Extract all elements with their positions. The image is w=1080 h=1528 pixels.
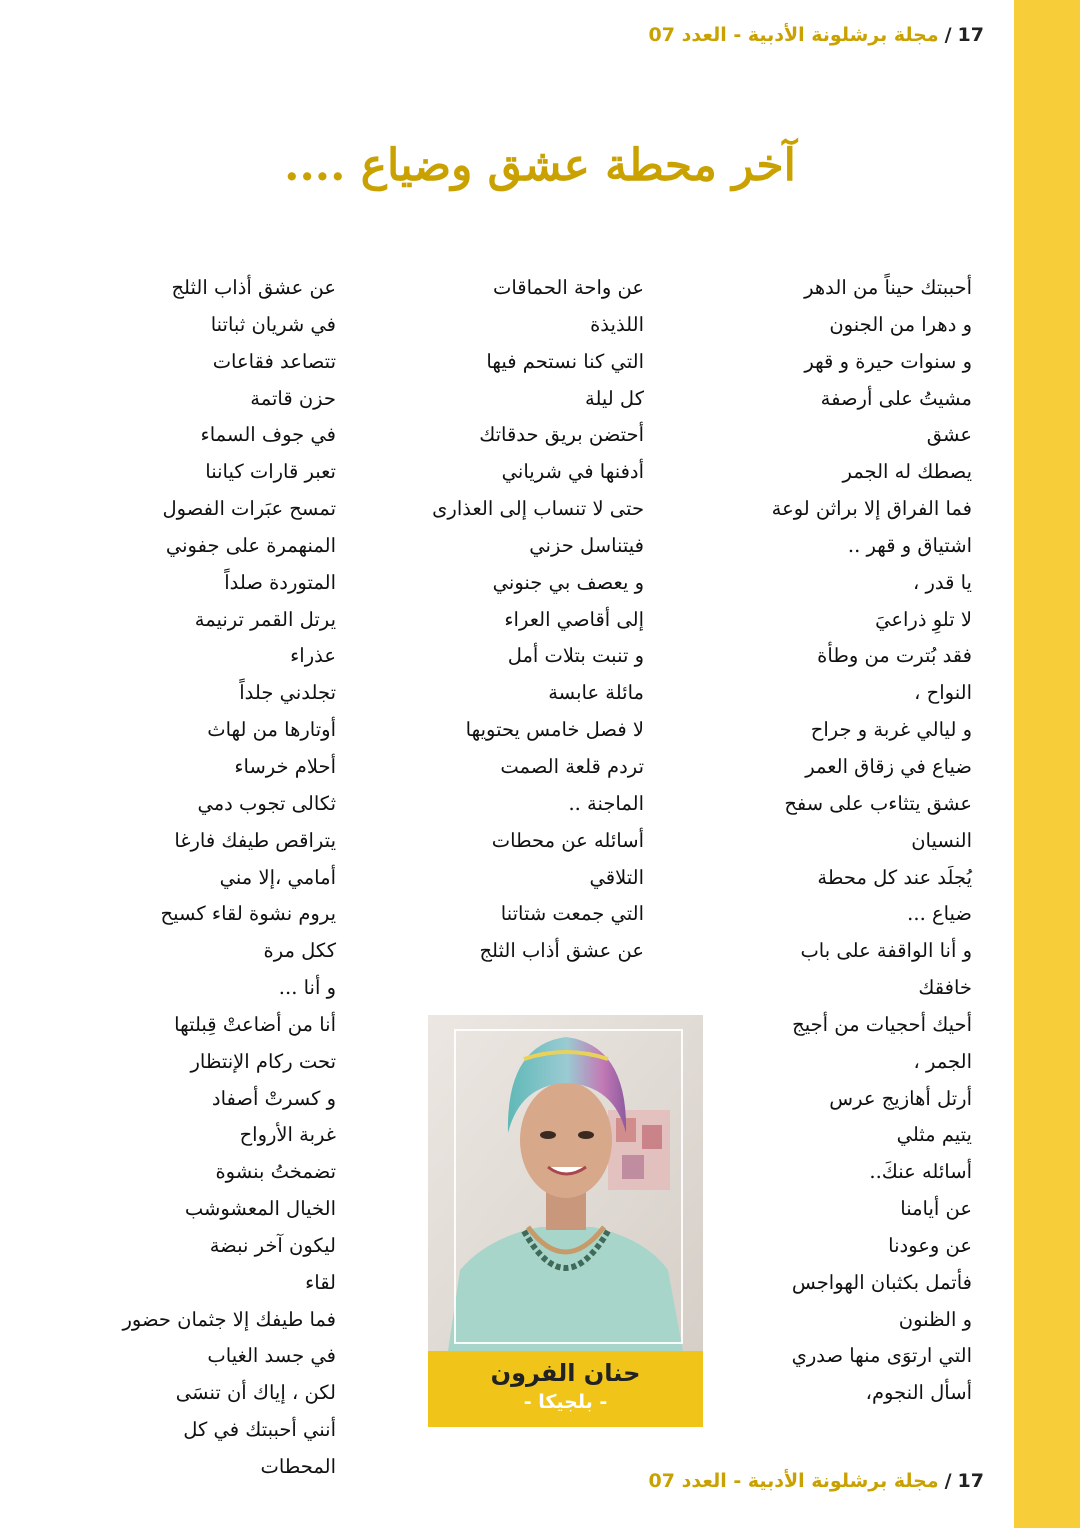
poem-line: و تنبت بتلات أمل <box>507 644 644 668</box>
poem-column-middle <box>420 270 644 970</box>
poem-line: و أنا ... <box>278 976 336 1000</box>
poem-line: الجمر ، <box>913 1049 972 1073</box>
poem-line: ضياع ... <box>907 902 972 926</box>
poem-line: المتوردة صلداً <box>224 570 336 594</box>
accent-sidebar <box>1014 0 1080 1528</box>
footer-separator: / <box>944 1470 952 1492</box>
poem-line: أحلام خرساء <box>234 754 336 778</box>
poem-line: ككل مرة <box>263 939 336 963</box>
poem-line: المنهمرة على جفوني <box>165 533 336 557</box>
poem-line: التي كنا نستحم فيها <box>486 349 644 373</box>
poem-line: و دهرا من الجنون <box>829 312 972 336</box>
poem-line: أنني أحببتك في كل <box>183 1418 336 1442</box>
author-country: - بلجيكا - <box>523 1391 608 1413</box>
poem-line: مشيتُ على أرصفة <box>820 386 972 410</box>
poem-line: في شريان ثباتنا <box>210 312 336 336</box>
poem-line: عن عشق أذاب الثلج <box>479 939 644 963</box>
poem-line: المحطات <box>260 1455 336 1478</box>
author-photo <box>428 1015 703 1351</box>
poem-line: يتيم مثلي <box>896 1123 972 1147</box>
poem-line: كل ليلة <box>585 386 644 410</box>
poem-line: تجلدني جلداً <box>239 681 336 705</box>
poem-line: أحببتك حيناً من الدهر <box>804 276 972 299</box>
poem-line: لكن ، إياك أن تنسَى <box>175 1381 336 1405</box>
poem-line: و الظنون <box>898 1307 972 1331</box>
poem-line: غربة الأرواح <box>239 1123 336 1147</box>
poem-line: فما طيفك إلا جثمان حضور <box>122 1307 336 1331</box>
poem-line: أدفنها في شرياني <box>501 460 644 484</box>
footer-page-number: 17 <box>957 1470 984 1492</box>
page-number: 17 <box>957 24 984 46</box>
header-separator: / <box>944 24 952 46</box>
poem-line: التي ارتوَى منها صدري <box>791 1344 972 1368</box>
poem-line: تمسح عبَرات الفصول <box>162 497 336 521</box>
poem-line: ثكالى تجوب دمي <box>197 791 336 815</box>
poem-line: حتى لا تنساب إلى العذارى <box>432 497 644 521</box>
poem-line: عشق يتثاءب على سفح <box>784 791 972 815</box>
poem-line: و ليالي غربة و جراح <box>810 718 972 742</box>
poem-line: عن وعودنا <box>888 1233 972 1257</box>
poem-line: تردم قلعة الصمت <box>500 754 644 778</box>
author-name: حنان الفرون <box>490 1359 641 1387</box>
footer-magazine-title: مجلة برشلونة الأدبية - العدد 07 <box>648 1470 939 1492</box>
poem-line: لا فصل خامس يحتويها <box>465 718 644 742</box>
poem-line: أسائله عن محطات <box>491 828 644 852</box>
poem-line: يُجلَد عند كل محطة <box>817 865 972 889</box>
page-header <box>649 24 984 46</box>
poem-line: عذراء <box>290 644 336 668</box>
poem-line: تعبر قارات كياننا <box>205 460 336 484</box>
poem-line: يرتل القمر ترنيمة <box>194 607 336 631</box>
poem-line: ليكون آخر نبضة <box>209 1233 336 1257</box>
photo-frame <box>454 1029 683 1344</box>
poem-line: أسائله عنكَ.. <box>869 1160 972 1184</box>
poem-line: إلى أقاصي العراء <box>504 607 644 631</box>
poem-line: تحت ركام الإنتظار <box>190 1049 336 1073</box>
poem-line: حزن قاتمة <box>250 386 336 410</box>
poem-column-left <box>96 270 336 1486</box>
poem-line: يروم نشوة لقاء كسيح <box>160 902 336 926</box>
poem-line: فقد بُترت من وطأة <box>817 644 972 668</box>
poem-title: آخر محطة عشق وضياع .... <box>284 140 796 191</box>
poem-line: مائلة عابسة <box>548 681 644 705</box>
poem-line: ضياع في زقاق العمر <box>805 754 972 778</box>
poem-line: خافقك <box>918 976 972 1000</box>
poem-line: لقاء <box>305 1270 336 1294</box>
poem-line: و كسرتْ أصفاد <box>211 1086 336 1110</box>
poem-line: و أنا الواقفة على باب <box>800 939 972 963</box>
poem-line: أحيك أحجيات من أجيج <box>792 1012 972 1036</box>
poem-line: التي جمعت شتاتنا <box>500 902 644 926</box>
poem-line: يا قدر ، <box>912 570 972 594</box>
poem-line: أنا من أضاعتْ قِبلتها <box>174 1012 336 1036</box>
poem-line: أحتضن بريق حدقاتك <box>479 423 644 447</box>
poem-line: لا تلوِ ذراعيَ <box>875 607 972 631</box>
poem-line: في جسد الغياب <box>207 1344 336 1368</box>
poem-line: اللذيذة <box>590 312 644 336</box>
poem-line: تضمختُ بنشوة <box>215 1160 336 1184</box>
poem-line: عن أيامنا <box>900 1197 972 1221</box>
magazine-title: مجلة برشلونة الأدبية - العدد 07 <box>648 24 939 46</box>
poem-line: التلاقي <box>589 865 644 889</box>
poem-line: فيتناسل حزني <box>529 533 644 557</box>
author-caption <box>428 1351 703 1427</box>
poem-line: يتراقص طيفك فارغا <box>174 828 336 852</box>
poem-line: أرتل أهازيج عرس <box>829 1086 972 1110</box>
poem-column-right <box>740 270 972 1412</box>
poem-line: النواح ، <box>914 681 972 705</box>
poem-line: فأتمل بكثبان الهواجس <box>791 1270 972 1294</box>
poem-line: تتصاعد فقاعات <box>212 349 336 373</box>
poem-line: عن واحة الحماقات <box>492 276 644 299</box>
poem-line: عن عشق أذاب الثلج <box>171 276 336 299</box>
poem-line: الخيال المعشوشب <box>184 1197 336 1221</box>
poem-line: اشتياق و قهر .. <box>847 533 972 557</box>
poem-line: أسأل النجوم، <box>865 1381 972 1405</box>
poem-line: أوتارها من لهاث <box>207 718 336 742</box>
poem-line: أمامي ،إلا مني <box>219 865 336 889</box>
poem-line: عشق <box>926 423 972 447</box>
poem-line: يصطك له الجمر <box>842 460 972 484</box>
poem-line: و يعصف بي جنوني <box>492 570 644 594</box>
page-footer <box>649 1470 984 1492</box>
poem-line: في جوف السماء <box>200 423 336 447</box>
poem-line: و سنوات حيرة و قهر <box>804 349 972 373</box>
poem-line: الماجنة .. <box>568 791 644 815</box>
poem-line: النسيان <box>911 828 972 852</box>
poem-line: فما الفراق إلا براثن لوعة <box>771 497 972 521</box>
